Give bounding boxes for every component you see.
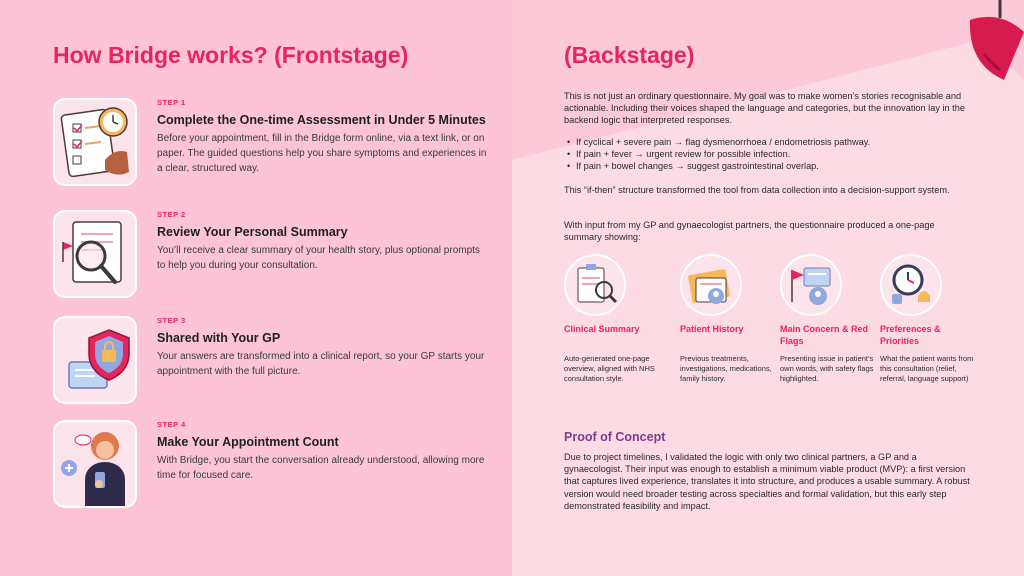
- shield-lock-icon: [53, 316, 137, 404]
- step-4: [53, 420, 493, 510]
- rule-item: • If pain + bowel changes → suggest gastrointestinal overlap.: [576, 160, 974, 172]
- step-2-kicker: STEP 2: [157, 210, 186, 219]
- clock-checklist-icon: [53, 98, 137, 186]
- step-2-title: Review Your Personal Summary: [157, 225, 348, 239]
- card-title: Main Concern & Red Flags: [780, 324, 869, 346]
- card-clinical-summary: [564, 254, 659, 384]
- rule-item: • If cyclical + severe pain → flag dysmenorrhoea / endometriosis pathway.: [576, 136, 974, 148]
- frontstage-title: How Bridge works? (Frontstage): [53, 42, 409, 68]
- step-4-title: Make Your Appointment Count: [157, 435, 339, 449]
- red-flag-icon: [780, 254, 842, 316]
- step-3: [53, 316, 493, 406]
- card-title: Patient History: [680, 324, 744, 334]
- spotlight-lamp-icon: [940, 0, 1024, 80]
- step-1-desc: Before your appointment, fill in the Bridge form online, via a text link, or on paper. The guided questions help you share symptoms and experiences in a clear, structured way.: [157, 133, 487, 174]
- poc-title: Proof of Concept: [564, 430, 666, 444]
- card-desc: What the patient wants from this consultation (relief, referral, language support): [880, 354, 974, 383]
- step-1-title: Complete the One-time Assessment in Under 5 Minutes: [157, 113, 486, 127]
- patient-phone-icon: [53, 420, 137, 508]
- card-preferences: [880, 254, 975, 384]
- step-2-desc: You’ll receive a clear summary of your health story, plus optional prompts to help you during your consultation.: [157, 245, 480, 271]
- structure-text: This “if-then” structure transformed the tool from data collection into a decision-support system.: [564, 185, 950, 195]
- step-3-kicker: STEP 3: [157, 316, 186, 325]
- step-3-desc: Your answers are transformed into a clinical report, so your GP starts your appointment with the full picture.: [157, 351, 485, 377]
- clock-bell-icon: [880, 254, 942, 316]
- card-patient-history: [680, 254, 775, 384]
- card-title: Clinical Summary: [564, 324, 640, 334]
- poc-text: Due to project timelines, I validated the logic with only two clinical partners, a GP and a gynaecologist. Their input was enough to establish a minimum viable product (MVP): a first version that captures lived experience, translates it into structure, and produces a usable summary. A robust version would need broader testing across specialties and formal validation, but this early step demonstrated feasibility and impact.: [564, 452, 970, 511]
- step-1: [53, 98, 493, 188]
- step-3-title: Shared with Your GP: [157, 331, 281, 345]
- rules-list: [564, 136, 974, 173]
- clipboard-icon: [564, 254, 626, 316]
- rule-item: • If pain + fever → urgent review for possible infection.: [576, 148, 974, 160]
- magnifier-document-icon: [53, 210, 137, 298]
- step-1-kicker: STEP 1: [157, 98, 186, 107]
- card-desc: Presenting issue in patient’s own words, with safety flags highlighted.: [780, 354, 874, 383]
- step-2: [53, 210, 493, 300]
- step-4-desc: With Bridge, you start the conversation already understood, allowing more time for focused care.: [157, 455, 485, 481]
- card-desc: Auto-generated one-page overview, aligned with NHS consultation style.: [564, 354, 655, 383]
- folder-history-icon: [680, 254, 742, 316]
- card-desc: Previous treatments, investigations, medications, family history.: [680, 354, 772, 383]
- backstage-intro: This is not just an ordinary questionnaire. My goal was to make women’s stories recognisable and actionable. Including their voices shaped the language and categories, but the innovation lay in the backend logic that interpreted responses.: [564, 91, 965, 126]
- step-4-kicker: STEP 4: [157, 420, 186, 429]
- card-title: Preferences & Priorities: [880, 324, 941, 346]
- backstage-title: (Backstage): [564, 42, 695, 68]
- summary-cards: [564, 254, 974, 404]
- card-main-concern: [780, 254, 875, 384]
- summary-intro: With input from my GP and gynaecologist partners, the questionnaire produced a one-page summary showing:: [564, 220, 935, 243]
